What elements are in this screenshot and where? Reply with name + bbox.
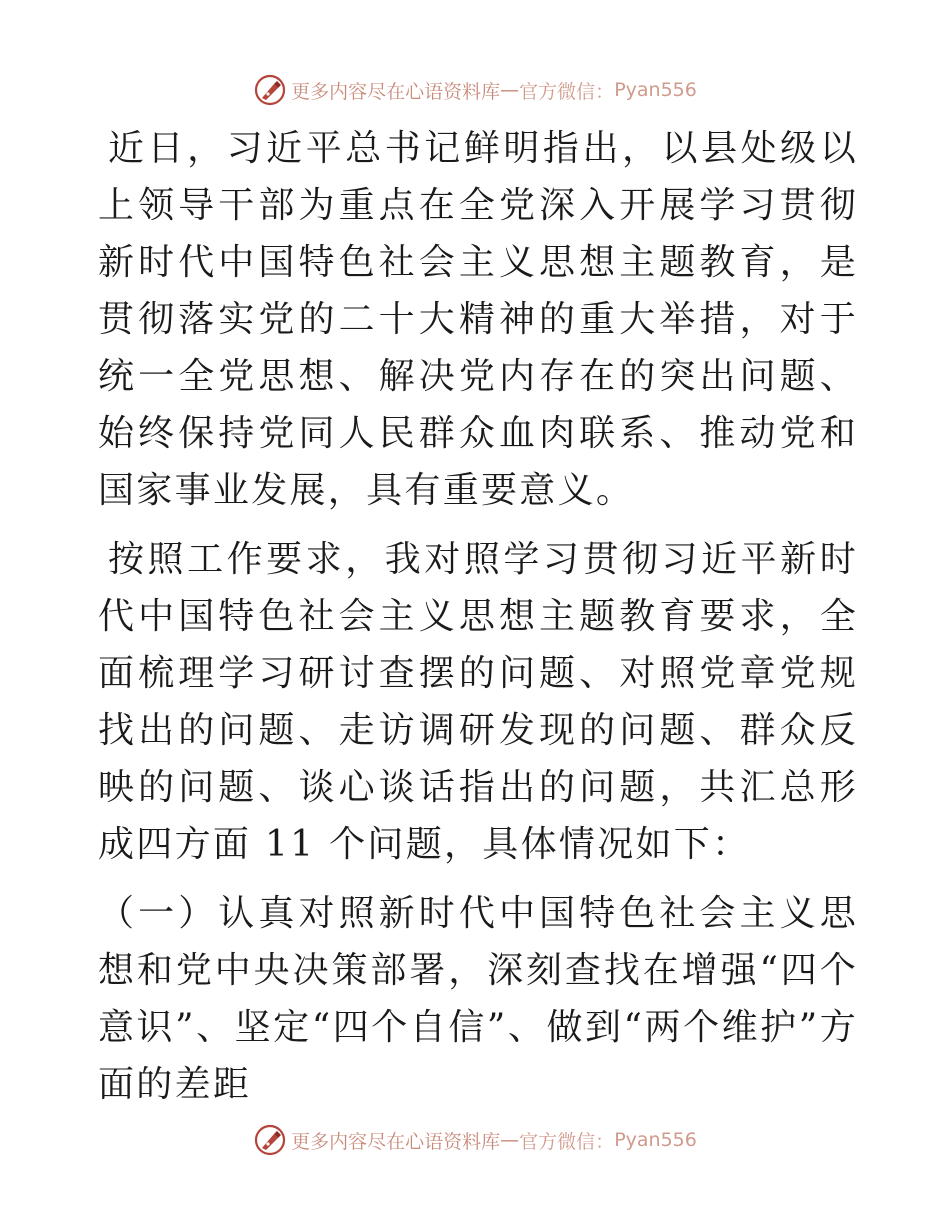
banner-dash: — [500,1129,520,1151]
banner-wechat-label: 官方微信： [519,80,615,103]
fountain-pen-logo-icon [253,1123,287,1157]
fountain-pen-logo-icon [253,73,287,107]
paragraph-requirements: 按照工作要求，我对照学习贯彻习近平新时代中国特色社会主义思想主题教育要求，全面梳理学习研讨查摆的问题、对照党章党规找出的问题、走访调研发现的问题、群众反映的问题、谈心谈话指出的问题，共汇总形成四方面 11 个问题，具体情况如下： [98,539,858,865]
banner-text: 更多内容尽在心语资料库 [291,80,501,103]
section-heading-one: （一）认真对照新时代中国特色社会主义思想和党中央决策部署，深刻查找在增强“四个意识”、坚定“四个自信”、做到“两个维护”方面的差距 [98,893,858,1105]
document-body [98,120,858,1125]
footer-banner [0,1120,950,1160]
banner-text: 更多内容尽在心语资料库 [291,1130,501,1153]
banner-dash: — [500,79,520,101]
banner-wechat-label: 官方微信： [519,1130,615,1153]
paragraph-intro: 近日，习近平总书记鲜明指出，以县处级以上领导干部为重点在全党深入开展学习贯彻新时代中国特色社会主义思想主题教育，是贯彻落实党的二十大精神的重大举措，对于统一全党思想、解决党内存在的突出问题、始终保持党同人民群众血肉联系、推动党和国家事业发展，具有重要意义。 [98,128,858,511]
banner-account: Pyan556 [614,79,697,101]
banner-account: Pyan556 [614,1129,697,1151]
header-banner [0,70,950,110]
